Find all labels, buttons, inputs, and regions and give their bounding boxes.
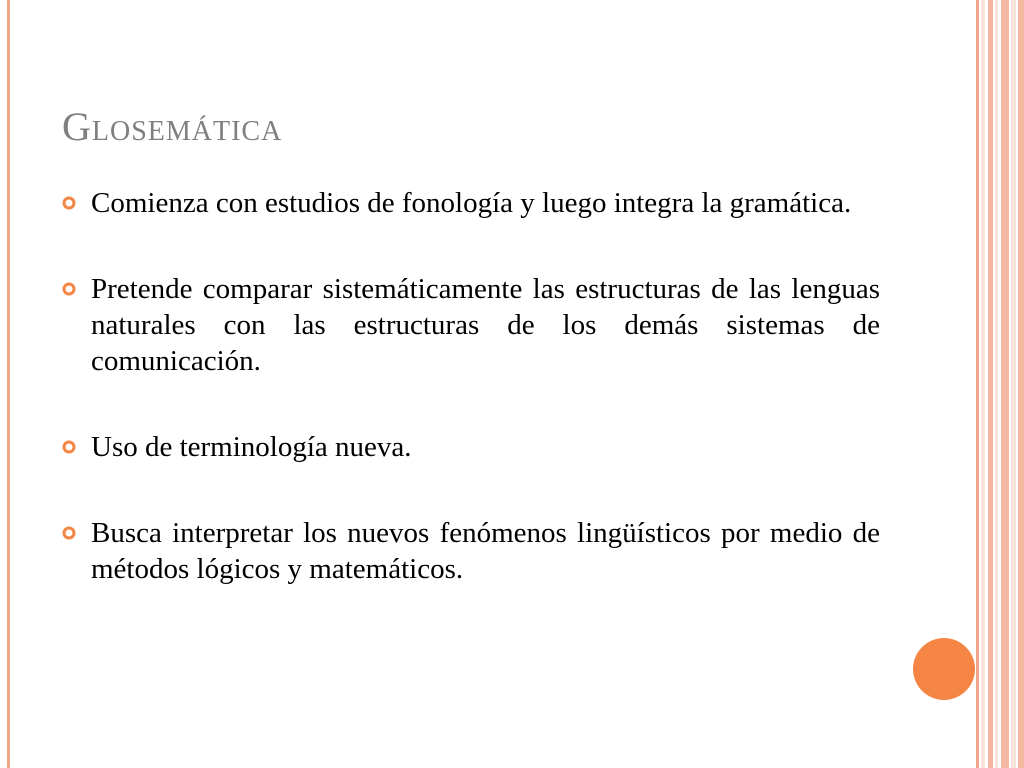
- accent-circle: [913, 638, 975, 700]
- bullet-item: [62, 429, 880, 465]
- bullet-item: [62, 271, 880, 379]
- bullet-text: Uso de terminología nueva.: [91, 431, 412, 463]
- frame-right-stripe: [988, 0, 993, 768]
- bullet-text: Pretende comparar sistemáticamente las estructuras de las lenguas naturales con las estructuras de los demás sistemas de comunicación.: [91, 273, 880, 377]
- bullet-item: [62, 185, 880, 221]
- frame-right-stripe: [1018, 0, 1024, 768]
- frame-right-stripe: [981, 0, 985, 768]
- frame-right-stripe: [1011, 0, 1016, 768]
- slide-title: Glosemática: [62, 104, 283, 149]
- bullet-ring-icon: [62, 196, 76, 210]
- bullet-ring-icon: [62, 282, 76, 296]
- bullet-text: Busca interpretar los nuevos fenómenos lingüísticos por medio de métodos lógicos y matemáticos.: [91, 517, 880, 585]
- frame-right-stripe: [995, 0, 998, 768]
- bullet-ring-icon: [62, 526, 76, 540]
- bullet-ring-icon: [62, 440, 76, 454]
- bullet-item: [62, 515, 880, 587]
- frame-left-line: [7, 0, 10, 768]
- frame-right-stripe: [976, 0, 979, 768]
- bullet-text: Comienza con estudios de fonología y luego integra la gramática.: [91, 187, 852, 219]
- frame-right-stripe: [1001, 0, 1009, 768]
- bullet-list: [62, 185, 880, 587]
